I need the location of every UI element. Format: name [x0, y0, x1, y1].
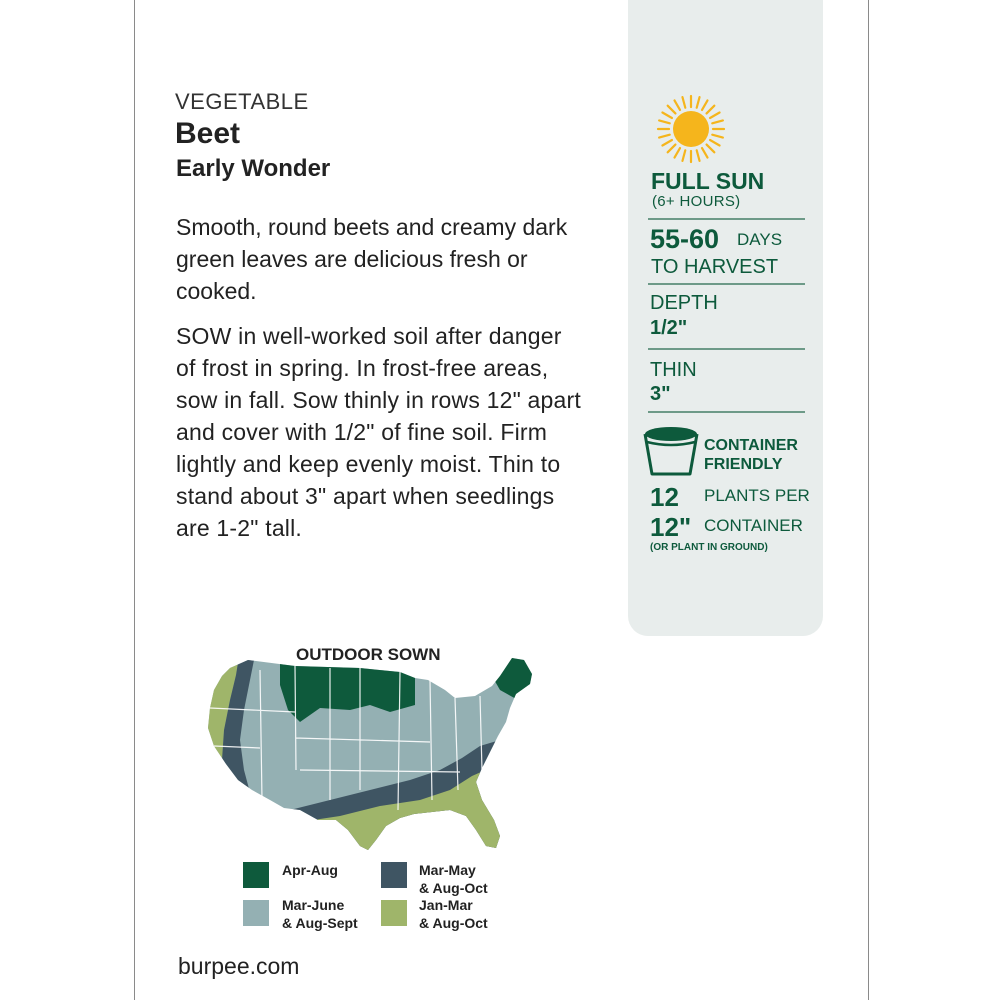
days-label: DAYS [737, 230, 783, 249]
container-size-value: 12" [650, 512, 692, 542]
sun-ray [707, 145, 715, 153]
harvest-label: TO HARVEST [651, 256, 779, 278]
sun-ray [659, 120, 670, 123]
sun-ray [682, 97, 685, 108]
us-planting-map [200, 650, 540, 855]
days-value: 55-60 [650, 224, 720, 254]
plants-label: PLANTS PER [704, 486, 810, 505]
sun-icon [650, 90, 732, 168]
sun-ray [697, 150, 700, 161]
website-link[interactable]: burpee.com [178, 953, 300, 979]
divider [648, 283, 805, 285]
sun-ray [662, 140, 672, 146]
plant-name: Beet [175, 117, 241, 150]
sun-ray [702, 100, 708, 110]
container-friendly [704, 436, 798, 474]
sun-ray [710, 140, 720, 146]
container-line-1: CONTAINER [704, 437, 798, 454]
sun-ray [710, 113, 720, 119]
plant-in-ground-note: (OR PLANT IN GROUND) [650, 542, 768, 553]
divider [648, 348, 805, 350]
sun-ray [712, 135, 723, 138]
legend-swatch-mar-may [381, 862, 407, 888]
sun-ray [697, 97, 700, 108]
sun-ray [659, 135, 670, 138]
sun-ray [682, 150, 685, 161]
legend-swatch-mar-june [243, 900, 269, 926]
sun-ray [668, 106, 676, 114]
sowing-instructions: SOW in well-worked soil after danger of frost in spring. In frost-free areas, sow in fall. Sow thinly in rows 12" apart and cover with 1/2" of fine soil. Firm lightly and keep evenly moist. Thin to stand about 3" apart when seedlings are 1-2" tall. [176, 323, 581, 541]
variety-name: Early Wonder [176, 155, 331, 182]
depth-value: 1/2" [650, 317, 688, 339]
sun-ray [712, 120, 723, 123]
depth-label: DEPTH [650, 292, 718, 314]
legend-label-jan-mar: Jan-Mar & Aug-Oct [419, 897, 488, 931]
category-label: VEGETABLE [175, 89, 309, 114]
sun-ray [662, 113, 672, 119]
description: Smooth, round beets and creamy dark green leaves are delicious fresh or cooked. [176, 214, 568, 304]
thin-label: THIN [650, 359, 697, 381]
thin-value: 3" [650, 383, 671, 405]
legend-swatch-jan-mar [381, 900, 407, 926]
map-title: OUTDOOR SOWN [296, 645, 441, 664]
sun-ray [702, 148, 708, 158]
legend-label-mar-june: Mar-June & Aug-Sept [282, 897, 358, 931]
sun-ray [668, 145, 676, 153]
pot-icon [642, 424, 700, 478]
sun-hours: (6+ HOURS) [652, 193, 741, 210]
container-size-label: CONTAINER [704, 516, 803, 535]
sun-ray [707, 106, 715, 114]
legend-swatch-apr-aug [243, 862, 269, 888]
legend-label-apr-aug: Apr-Aug [282, 862, 338, 878]
divider [648, 411, 805, 413]
legend-label-mar-may: Mar-May & Aug-Oct [419, 862, 488, 896]
container-line-2: FRIENDLY [704, 456, 783, 473]
sun-ray [675, 100, 681, 110]
sun-title: FULL SUN [651, 168, 765, 194]
divider [648, 218, 805, 220]
plants-value: 12 [650, 482, 679, 512]
sun-ray [675, 148, 681, 158]
